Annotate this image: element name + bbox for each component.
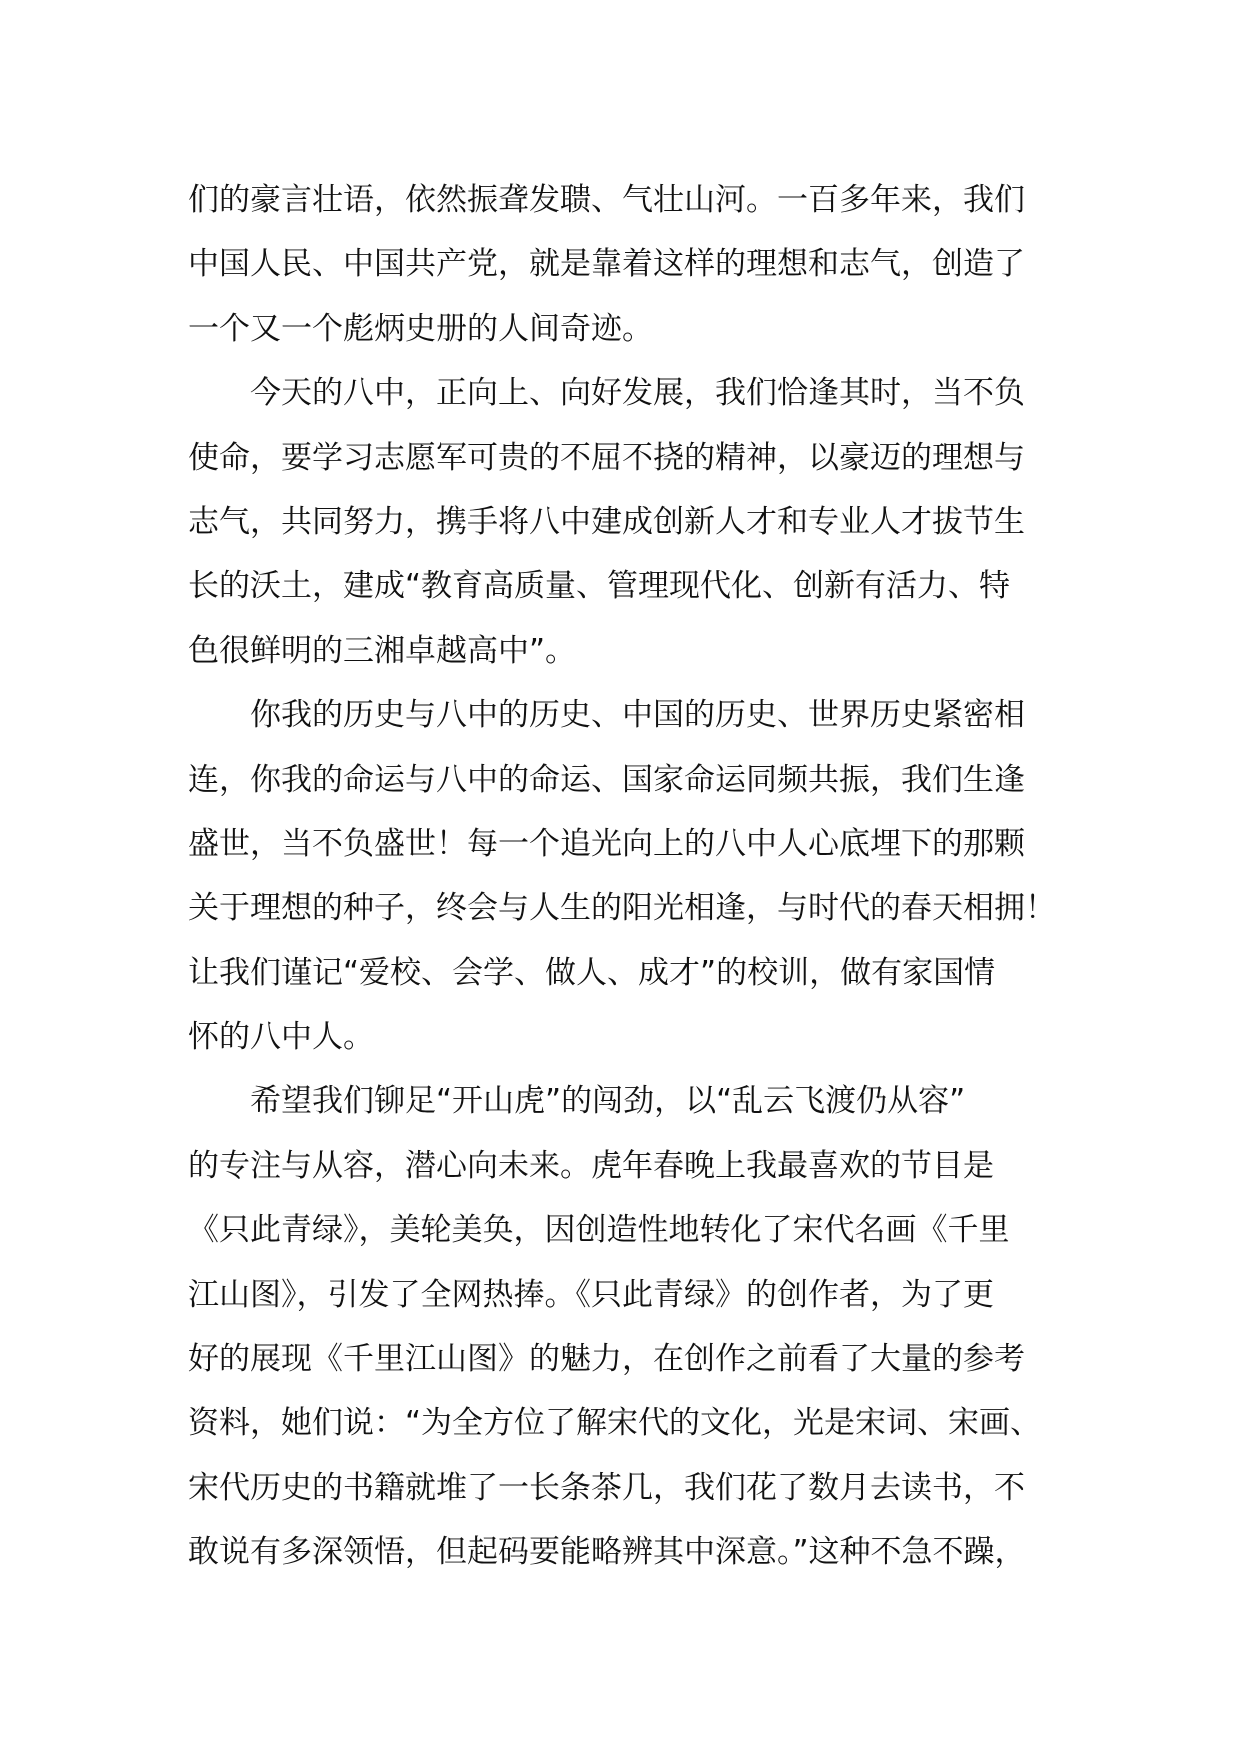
text-line: 让我们谨记“爱校、会学、做人、成才”的校训，做有家国情 xyxy=(188,954,996,991)
text-line: 的专注与从容，潜心向未来。虎年春晚上我最喜欢的节目是 xyxy=(188,1147,994,1184)
text-line: 你我的历史与八中的历史、中国的历史、世界历史紧密相 xyxy=(250,697,1025,734)
text-line: 关于理想的种子，终会与人生的阳光相逢，与时代的春天相拥！ xyxy=(188,890,1056,927)
text-line: 希望我们铆足“开山虎”的闯劲，以“乱云飞渡仍从容” xyxy=(250,1083,966,1120)
paragraph xyxy=(188,168,1088,361)
paragraph xyxy=(188,361,1088,683)
text-line: 色很鲜明的三湘卓越高中”。 xyxy=(188,632,577,669)
text-line: 连，你我的命运与八中的命运、国家命运同频共振，我们生逢 xyxy=(188,761,1025,798)
text-line: 中国人民、中国共产党，就是靠着这样的理想和志气，创造了 xyxy=(188,246,1025,283)
text-line: 长的沃土，建成“教育高质量、管理现代化、创新有活力、特 xyxy=(188,568,1011,605)
text-line: 资料，她们说：“为全方位了解宋代的文化，光是宋词、宋画、 xyxy=(188,1405,1042,1442)
paragraph xyxy=(188,683,1088,1069)
text-line: 志气，共同努力，携手将八中建成创新人才和专业人才拔节生 xyxy=(188,503,1025,540)
text-line: 盛世，当不负盛世！每一个追光向上的八中人心底埋下的那颗 xyxy=(188,825,1025,862)
text-line: 《只此青绿》，美轮美奂，因创造性地转化了宋代名画《千里 xyxy=(188,1212,1010,1249)
text-line: 今天的八中，正向上、向好发展，我们恰逢其时，当不负 xyxy=(250,375,1025,412)
text-line: 怀的八中人。 xyxy=(188,1019,374,1056)
paragraph xyxy=(188,1069,1088,1584)
text-line: 一个又一个彪炳史册的人间奇迹。 xyxy=(188,310,653,347)
text-line: 好的展现《千里江山图》的魅力，在创作之前看了大量的参考 xyxy=(188,1341,1025,1378)
text-line: 宋代历史的书籍就堆了一长条茶几，我们花了数月去读书，不 xyxy=(188,1469,1025,1506)
text-line: 使命，要学习志愿军可贵的不屈不挠的精神，以豪迈的理想与 xyxy=(188,439,1025,476)
text-line: 江山图》，引发了全网热捧。《只此青绿》的创作者，为了更 xyxy=(188,1276,994,1313)
text-line: 敢说有多深领悟，但起码要能略辨其中深意。”这种不急不躁， xyxy=(188,1534,1026,1571)
text-line: 们的豪言壮语，依然振聋发聩、气壮山河。一百多年来，我们 xyxy=(188,182,1025,218)
body-text xyxy=(188,168,1088,1585)
